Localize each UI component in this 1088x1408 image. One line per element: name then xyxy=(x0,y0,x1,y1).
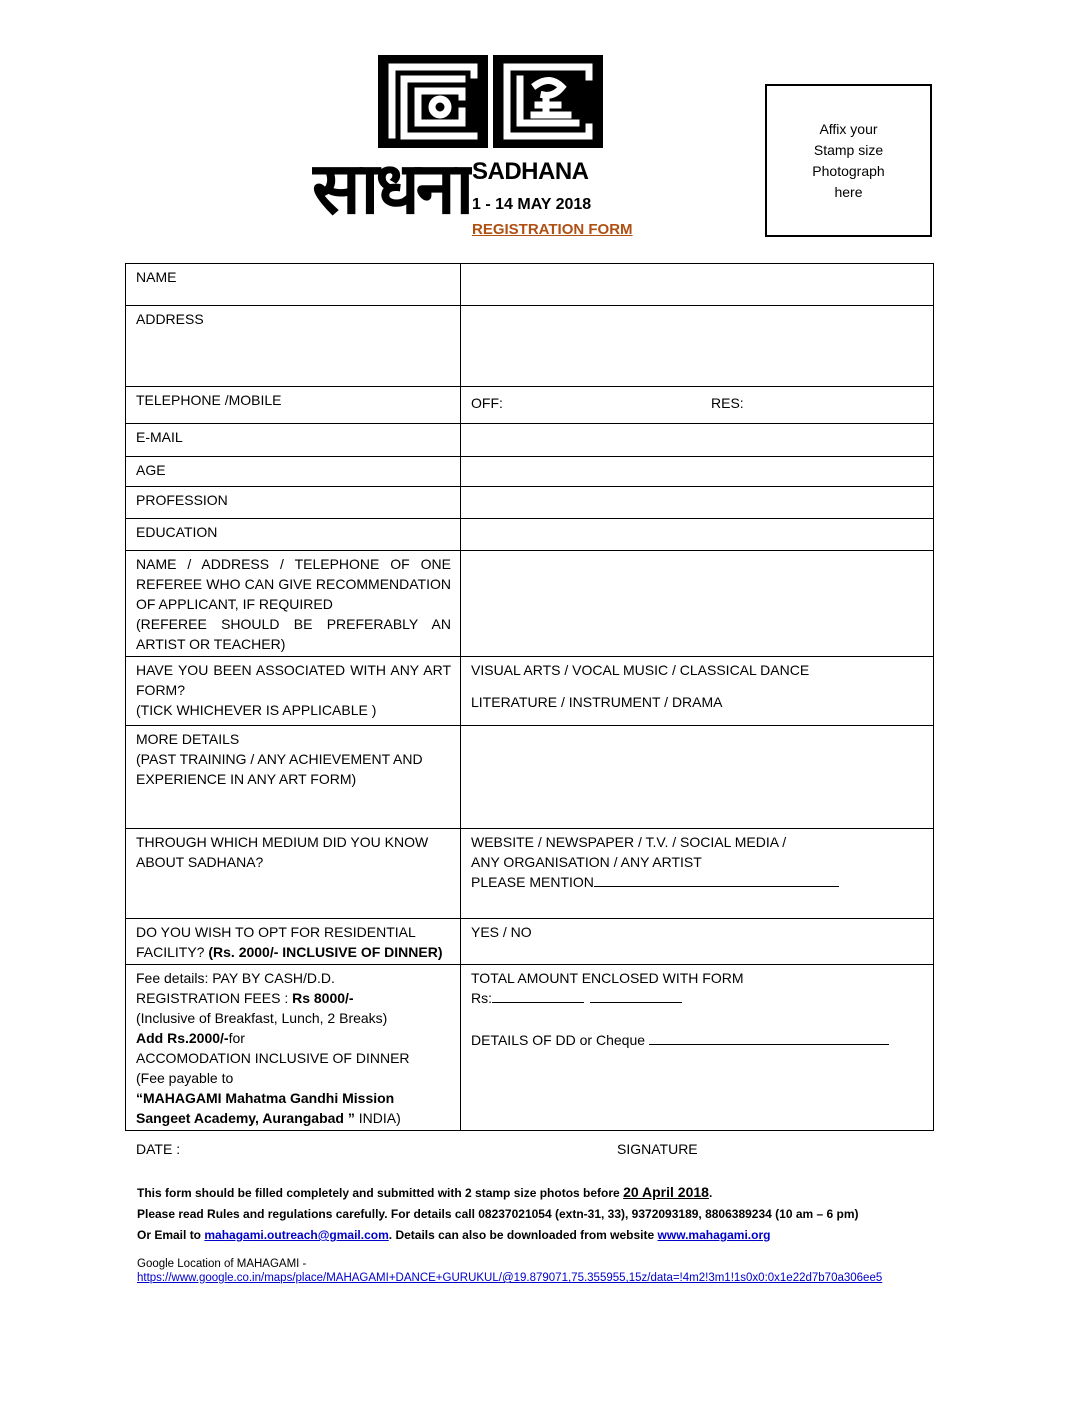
photo-box-line: Affix your xyxy=(819,121,878,137)
email-link[interactable]: mahagami.outreach@gmail.com xyxy=(204,1228,389,1242)
tel-res-label: RES: xyxy=(711,395,744,411)
row-email xyxy=(126,424,934,457)
field-art-form[interactable] xyxy=(461,657,934,726)
residential-options[interactable]: YES / NO xyxy=(471,924,532,940)
event-dates: 1 - 14 MAY 2018 xyxy=(472,196,592,213)
rs-blank[interactable] xyxy=(590,1002,682,1003)
field-referee[interactable] xyxy=(461,551,934,657)
label-fees xyxy=(126,965,461,1131)
google-location xyxy=(137,1257,947,1285)
row-address xyxy=(126,306,934,387)
row-education xyxy=(126,519,934,551)
rs-label: Rs: xyxy=(471,990,492,1006)
label-age: AGE xyxy=(126,457,461,487)
photo-box-line: here xyxy=(834,184,863,200)
row-profession xyxy=(126,487,934,519)
instruction-line3 xyxy=(137,1225,957,1246)
more-details-title: MORE DETAILS xyxy=(136,731,240,747)
field-telephone[interactable] xyxy=(461,387,934,424)
google-maps-link[interactable]: https://www.google.co.in/maps/place/MAHAGAMI+DANCE+GURUKUL/@19.879071,75.355955,15z/data=!4m2!3m1!1s0x0:0x1e22d7b70a306ee5 xyxy=(137,1272,883,1284)
fee-payee-country: INDIA) xyxy=(358,1110,401,1126)
row-age xyxy=(126,457,934,487)
sadhana-logo xyxy=(378,55,603,148)
total-amount-label: TOTAL AMOUNT ENCLOSED WITH FORM xyxy=(471,970,744,986)
label-education: EDUCATION xyxy=(126,519,461,551)
more-details-hint: (PAST TRAINING / ANY ACHIEVEMENT AND EXPERIENCE IN ANY ART FORM) xyxy=(136,751,423,787)
download-text: . Details can also be downloaded from website xyxy=(388,1228,655,1242)
fee-payee xyxy=(136,1088,451,1128)
label-profession: PROFESSION xyxy=(126,487,461,519)
row-fees xyxy=(126,965,934,1131)
field-age[interactable] xyxy=(461,457,934,487)
row-residential xyxy=(126,919,934,965)
label-name: NAME xyxy=(126,264,461,306)
medium-options-line1[interactable]: WEBSITE / NEWSPAPER / T.V. / SOCIAL MEDIA / xyxy=(471,834,787,850)
fee-registration-label: REGISTRATION FEES : xyxy=(136,990,289,1006)
medium-mention-blank[interactable] xyxy=(594,886,839,887)
field-email[interactable] xyxy=(461,424,934,457)
email-text: Or Email to xyxy=(137,1228,202,1242)
instruction-line2: Please read Rules and regulations carefully. For details call 08237021054 (extn-31, 33), 9372093189, 8806389234 (10 am – 6 pm) xyxy=(137,1207,859,1221)
row-referee xyxy=(126,551,934,657)
instructions xyxy=(137,1182,957,1246)
residential-question: DO YOU WISH TO OPT FOR RESIDENTIAL FACILITY? xyxy=(136,924,416,960)
website-link[interactable]: www.mahagami.org xyxy=(657,1228,771,1242)
registration-table xyxy=(125,263,934,1131)
google-location-label: Google Location of MAHAGAMI - xyxy=(137,1258,307,1270)
dd-blank[interactable] xyxy=(649,1044,889,1045)
label-art-form xyxy=(126,657,461,726)
dd-line xyxy=(471,1030,924,1050)
row-telephone xyxy=(126,387,934,424)
art-question: HAVE YOU BEEN ASSOCIATED WITH ANY ART FORM? xyxy=(136,662,451,698)
date-label: DATE : xyxy=(136,1141,181,1157)
row-more-details xyxy=(126,726,934,829)
field-fees[interactable] xyxy=(461,965,934,1131)
fee-method: Fee details: PAY BY CASH/D.D. xyxy=(136,970,335,986)
deadline-date: 20 April 2018 xyxy=(623,1184,709,1200)
form-title: REGISTRATION FORM xyxy=(472,221,633,238)
field-more-details[interactable] xyxy=(461,726,934,829)
fee-accommodation-for: for xyxy=(228,1030,245,1046)
field-profession[interactable] xyxy=(461,487,934,519)
art-options-line1[interactable]: VISUAL ARTS / VOCAL MUSIC / CLASSICAL DANCE xyxy=(471,662,810,678)
medium-options-line2[interactable]: ANY ORGANISATION / ANY ARTIST xyxy=(471,854,702,870)
referee-note: (REFEREE SHOULD BE PREFERABLY AN ARTIST OR TEACHER) xyxy=(136,616,451,652)
field-name[interactable] xyxy=(461,264,934,306)
photo-box-line: Photograph xyxy=(812,163,885,179)
fee-accommodation-add xyxy=(136,1028,451,1048)
label-email: E-MAIL xyxy=(126,424,461,457)
label-address: ADDRESS xyxy=(126,306,461,387)
row-medium xyxy=(126,829,934,919)
field-residential[interactable] xyxy=(461,919,934,965)
fee-registration-amount: Rs 8000/- xyxy=(292,990,354,1006)
medium-mention xyxy=(471,872,924,892)
event-name: SADHANA xyxy=(472,158,589,185)
devanagari-title: साधना xyxy=(312,146,471,230)
fee-registration xyxy=(136,988,451,1008)
label-more-details xyxy=(126,726,461,829)
tel-off-label: OFF: xyxy=(471,395,503,411)
art-options-line2[interactable]: LITERATURE / INSTRUMENT / DRAMA xyxy=(471,694,723,710)
rs-line xyxy=(471,988,924,1008)
field-address[interactable] xyxy=(461,306,934,387)
residential-price: (Rs. 2000/- INCLUSIVE OF DINNER) xyxy=(208,944,443,960)
fee-payee-name: “MAHAGAMI Mahatma Gandhi Mission Sangeet Academy, Aurangabad ” xyxy=(136,1090,395,1126)
field-education[interactable] xyxy=(461,519,934,551)
art-hint: (TICK WHICHEVER IS APPLICABLE ) xyxy=(136,702,377,718)
label-telephone: TELEPHONE /MOBILE xyxy=(126,387,461,424)
medium-mention-label: PLEASE MENTION xyxy=(471,874,594,890)
signature-label: SIGNATURE xyxy=(617,1141,698,1157)
rs-blank[interactable] xyxy=(492,1002,584,1003)
row-name xyxy=(126,264,934,306)
row-art-form xyxy=(126,657,934,726)
instruction-line1: This form should be filled completely and submitted with 2 stamp size photos before 20 April 2018. xyxy=(137,1184,713,1200)
photo-box-line: Stamp size xyxy=(813,142,884,158)
label-referee xyxy=(126,551,461,657)
label-residential xyxy=(126,919,461,965)
photo-box xyxy=(765,84,932,237)
referee-text: NAME / ADDRESS / TELEPHONE OF ONE REFEREE WHO CAN GIVE RECOMMENDATION OF APPLICANT, IF REQUIRED xyxy=(136,556,451,612)
fee-inclusions: (Inclusive of Breakfast, Lunch, 2 Breaks) xyxy=(136,1010,388,1026)
fee-payable: (Fee payable to xyxy=(136,1070,234,1086)
label-medium: THROUGH WHICH MEDIUM DID YOU KNOW ABOUT SADHANA? xyxy=(126,829,461,919)
field-medium[interactable] xyxy=(461,829,934,919)
fee-accommodation-amount: Add Rs.2000/- xyxy=(136,1030,229,1046)
dd-label: DETAILS OF DD or Cheque xyxy=(471,1032,646,1048)
fee-accommodation: ACCOMODATION INCLUSIVE OF DINNER xyxy=(136,1050,410,1066)
instruction-text: This form should be filled completely and submitted with 2 stamp size photos before xyxy=(137,1186,620,1200)
